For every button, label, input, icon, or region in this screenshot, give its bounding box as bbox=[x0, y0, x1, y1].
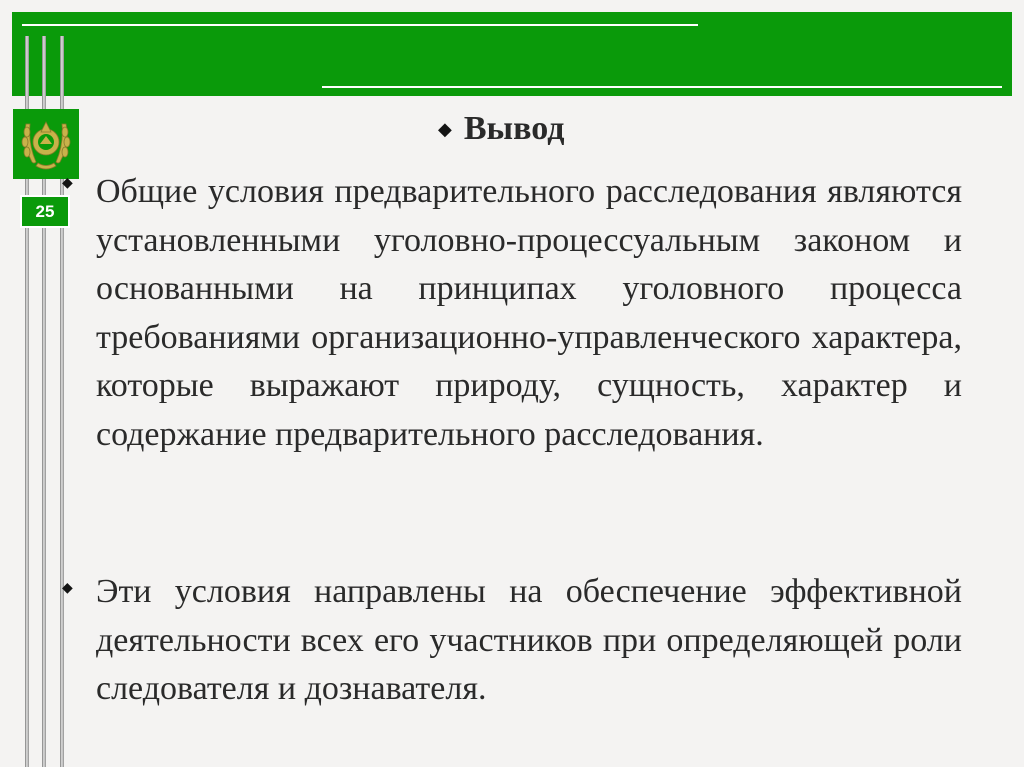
paragraph-conclusion: Общие условия предварительного расследования являются установленными уголовно-процессуальным законом и основанными на принципах уголовного процесса требованиями организационно-управленческого характера, которые выражают природу, сущность, характер и содержание предварительного расследования. bbox=[96, 173, 962, 453]
heading-text: Вывод bbox=[463, 110, 565, 147]
diamond-bullet-icon: ◆ bbox=[62, 176, 73, 191]
emblem-box bbox=[13, 109, 79, 179]
paragraph-purpose: Эти условия направлены на обеспечение эффективной деятельности всех его участников при определяющей роли следователя и дознавателя. bbox=[96, 573, 962, 707]
slide-heading bbox=[438, 110, 564, 148]
page-number-badge: 25 bbox=[20, 195, 70, 228]
top-decor-line bbox=[322, 86, 1002, 88]
diamond-bullet-icon: ◆ bbox=[62, 581, 73, 596]
diamond-bullet-icon: ◆ bbox=[438, 118, 452, 139]
top-decor-line bbox=[22, 24, 698, 26]
wheat-emblem-icon bbox=[18, 114, 74, 174]
